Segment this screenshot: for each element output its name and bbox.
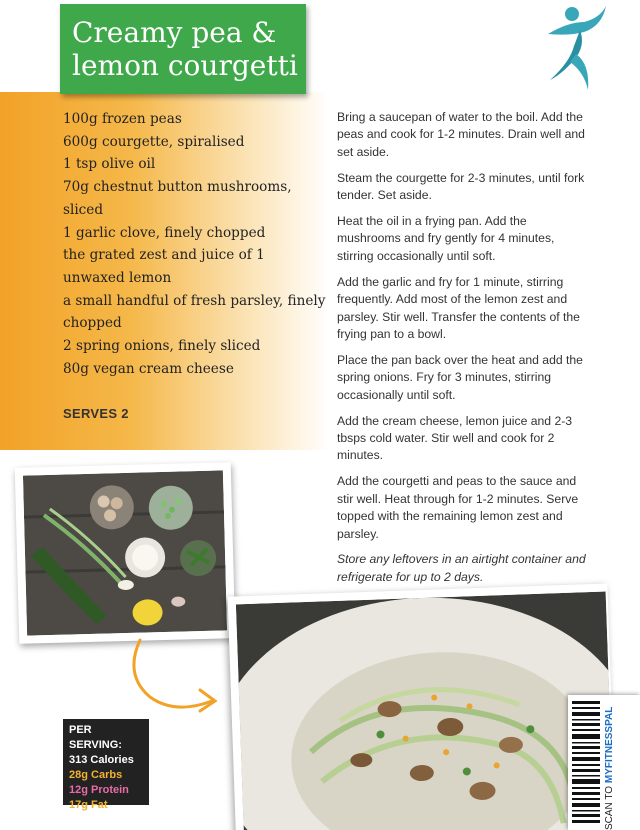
title-line-2: lemon courgetti [72, 49, 298, 82]
nutrition-heading: PER SERVING: [69, 724, 122, 751]
ingredients-photo [15, 462, 236, 644]
ingredient-item: 70g chestnut button mushrooms, sliced [63, 179, 292, 218]
scan-prefix: SCAN TO [604, 783, 615, 830]
ingredient-item: 600g courgette, spiralised [63, 133, 245, 150]
method-step: Steam the courgette for 2-3 minutes, until fork tender. Set aside. [337, 170, 585, 203]
method-step: Add the cream cheese, lemon juice and 2-3 tbsps cold water. Stir well and cook for 2 minutes. [337, 413, 573, 463]
serves-label: SERVES 2 [63, 406, 129, 421]
ingredient-item: 2 spring onions, finely sliced [63, 338, 261, 355]
title-line-1: Creamy pea & [72, 16, 277, 49]
recipe-title [72, 16, 298, 82]
ingredient-item: 80g vegan cream cheese [63, 360, 234, 377]
title-banner [60, 4, 306, 94]
arrow-icon [120, 635, 230, 720]
method-step: Place the pan back over the heat and add the spring onions. Fry for 3 minutes, stirring occasionally until soft. [337, 352, 583, 402]
scan-brand: MYFITNESSPAL [604, 706, 615, 784]
ingredient-item: a small handful of fresh parsley, finely chopped [63, 292, 326, 332]
ingredient-item: 1 garlic clove, finely chopped [63, 224, 266, 241]
storage-note: Store any leftovers in an airtight container and refrigerate for up to 2 days. [337, 552, 586, 584]
dish-photo [228, 583, 617, 830]
dish-photo-image [236, 592, 614, 830]
method-step: Add the garlic and fry for 1 minute, stirring frequently. Add most of the lemon zest and parsley. Stir well. Transfer the contents of the frying pan to a bowl. [337, 274, 580, 341]
ingredients-list [63, 108, 328, 380]
nutrition-calories: 313 Calories [69, 754, 134, 766]
ingredient-item: the grated zest and juice of 1 unwaxed lemon [63, 247, 265, 286]
method-step: Add the courgetti and peas to the sauce and stir well. Heat through for 1-2 minutes. Serve topped with the remaining lemon zest and parsley. [337, 474, 579, 541]
scan-to-myfitnesspal [604, 707, 615, 830]
nutrition-carbs: 28g Carbs [69, 769, 123, 781]
running-figure-icon [540, 0, 610, 95]
method-steps [337, 109, 587, 595]
nutrition-panel [63, 719, 149, 811]
nutrition-protein: 12g Protein [69, 784, 129, 796]
nutrition-fat: 17g Fat [69, 799, 108, 811]
method-step: Heat the oil in a frying pan. Add the mushrooms and fry gently for 4 minutes, stirring occasionally until soft. [337, 214, 555, 263]
barcode-icon [572, 701, 600, 825]
method-step: Bring a saucepan of water to the boil. Add the peas and cook for 1-2 minutes. Drain well and set aside. [337, 110, 585, 159]
ingredient-item: 1 tsp olive oil [63, 156, 156, 173]
ingredients-photo-image [23, 470, 227, 635]
ingredient-item: 100g frozen peas [63, 111, 182, 127]
